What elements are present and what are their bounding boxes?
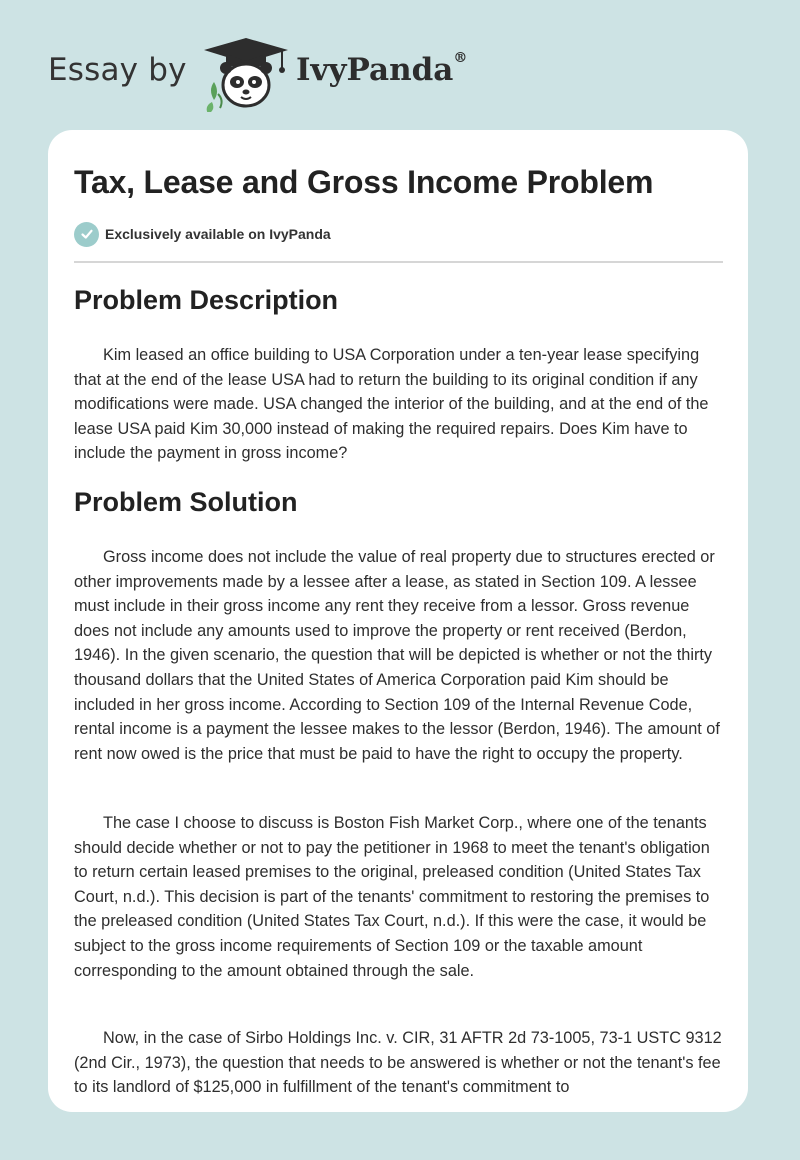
article-title: Tax, Lease and Gross Income Problem xyxy=(74,164,654,200)
registered-mark: ® xyxy=(453,50,468,66)
exclusive-badge xyxy=(74,221,331,247)
paragraph: Kim leased an office building to USA Corporation under a ten-year lease specifying that at the end of the lease USA had to return the building to its original condition if any modifications were made. USA changed the interior of the building, and at the end of the lease USA paid Kim 30,000 instead of making the required repairs. Does Kim have to include the payment in gross income? xyxy=(74,346,709,463)
paragraph: The case I choose to discuss is Boston Fish Market Corp., where one of the tenants should decide whether or not to pay the petitioner in 1968 to meet the tenant's obligation to return certain leased premises to the original, preleased condition (United States Tax Court, n.d.). This decision is part of the tenants' commitment to restoring the premises to the preleased condition (United States Tax Court, n.d.). If this were the case, it would be subject to the gross income requirements of Section 109 or the taxable amount corresponding to the amount obtained through the sale. xyxy=(74,814,710,980)
exclusive-badge-text: Exclusively available on IvyPanda xyxy=(105,226,331,242)
paragraph: Now, in the case of Sirbo Holdings Inc. v. CIR, 31 AFTR 2d 73-1005, 73-1 USTC 9312 (2nd Cir., 1973), the question that needs to be answered is whether or not the tenant's fee to its landlord of $125,000 in fulfillment of the tenant's commitment to xyxy=(74,1029,722,1097)
article-card xyxy=(48,130,748,1112)
ivypanda-logo-icon[interactable] xyxy=(200,30,292,112)
section-heading: Problem Solution xyxy=(74,487,298,517)
paragraph: Gross income does not include the value of real property due to structures erected or other improvements made by a lessee after a lease, as stated in Section 109. A lessee must include in their gross income any rent they receive from a lessor. Gross revenue does not include any amounts used to improve the property or rent received (Berdon, 1946). In the given scenario, the question that will be depicted is whether or not the thirty thousand dollars that the United States of America Corporation paid Kim should be included in her gross income. According to Section 109 of the Internal Revenue Code, rental income is a payment the lessee makes to the lessor (Berdon, 1946). The amount of rent now owed is the price that must be paid to have the right to occupy the property. xyxy=(74,548,720,763)
brand-name[interactable]: IvyPanda® xyxy=(296,50,468,88)
section-heading: Problem Description xyxy=(74,285,339,315)
title-divider xyxy=(74,261,723,263)
essay-by-label: Essay by xyxy=(48,52,187,88)
site-header xyxy=(0,0,800,130)
checkmark-icon xyxy=(74,222,99,247)
